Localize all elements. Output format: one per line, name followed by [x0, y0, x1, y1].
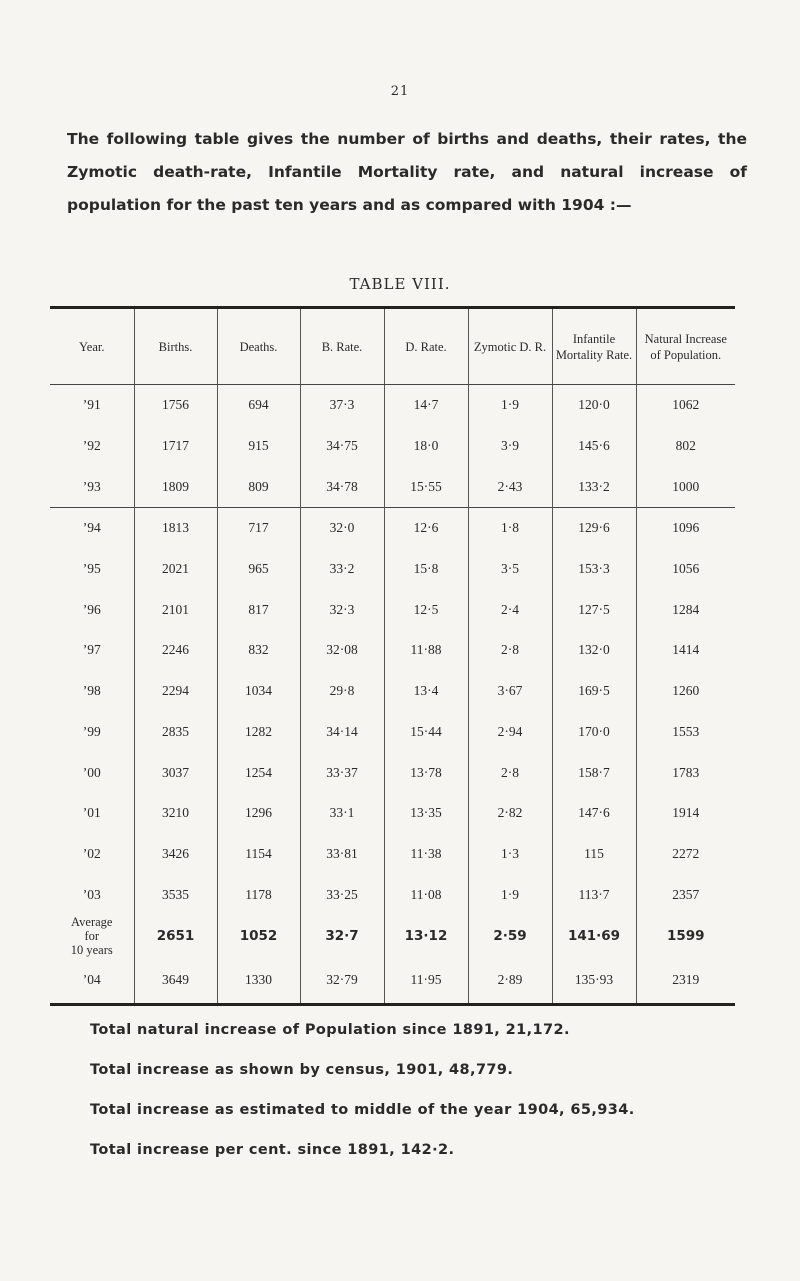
- cell-year: ’00: [82, 764, 101, 780]
- cell-infantile-rate: 135·93: [552, 957, 636, 1005]
- cell-births: 2294: [134, 671, 217, 712]
- cell-birth-rate: 33·81: [300, 834, 384, 875]
- year-1904-row: [50, 957, 735, 1005]
- summary-block: [90, 1010, 770, 1170]
- cell-death-rate: 13·35: [384, 793, 468, 834]
- cell-death-rate: 12·6: [384, 508, 468, 549]
- average-death-rate: 13·12: [384, 915, 468, 957]
- cell-birth-rate: 32·08: [300, 630, 384, 671]
- cell-deaths: 809: [217, 466, 300, 507]
- cell-natural-increase: 1000: [636, 466, 735, 507]
- table-row: [50, 874, 735, 915]
- cell-zymotic-rate: 2·43: [468, 466, 552, 507]
- cell-birth-rate: 37·3: [300, 385, 384, 426]
- cell-infantile-rate: 170·0: [552, 712, 636, 753]
- cell-births: 3649: [134, 957, 217, 1005]
- cell-natural-increase: 1284: [636, 589, 735, 630]
- cell-natural-increase: 1096: [636, 508, 735, 549]
- cell-natural-increase: 1056: [636, 549, 735, 590]
- cell-birth-rate: 34·75: [300, 426, 384, 467]
- cell-year: ’04: [82, 971, 101, 987]
- cell-deaths: 694: [217, 385, 300, 426]
- cell-death-rate: 18·0: [384, 426, 468, 467]
- cell-zymotic-rate: 3·9: [468, 426, 552, 467]
- cell-death-rate: 15·8: [384, 549, 468, 590]
- cell-natural-increase: 2272: [636, 834, 735, 875]
- cell-death-rate: 11·88: [384, 630, 468, 671]
- cell-infantile-rate: 153·3: [552, 549, 636, 590]
- cell-death-rate: 11·95: [384, 957, 468, 1005]
- cell-births: 1756: [134, 385, 217, 426]
- table-row: [50, 508, 735, 549]
- cell-zymotic-rate: 2·94: [468, 712, 552, 753]
- cell-zymotic-rate: 1·3: [468, 834, 552, 875]
- summary-line: Total natural increase of Population since 1891, 21,172.: [90, 1022, 570, 1038]
- average-label-line: Average: [71, 914, 113, 929]
- summary-line: Total increase as shown by census, 1901, 48,779.: [90, 1062, 514, 1078]
- cell-births: 1813: [134, 508, 217, 549]
- cell-birth-rate: 32·0: [300, 508, 384, 549]
- table-row: [50, 834, 735, 875]
- cell-births: 3426: [134, 834, 217, 875]
- cell-deaths: 915: [217, 426, 300, 467]
- cell-births: 1809: [134, 466, 217, 507]
- cell-death-rate: 13·78: [384, 752, 468, 793]
- cell-infantile-rate: 133·2: [552, 466, 636, 507]
- page-number: 21: [390, 84, 410, 99]
- header-year: Year.: [50, 308, 134, 385]
- cell-deaths: 1154: [217, 834, 300, 875]
- summary-line: Total increase per cent. since 1891, 142·2.: [90, 1142, 455, 1158]
- average-label-line: 10 years: [70, 942, 113, 957]
- header-infantile-mortality: Infantile Mortality Rate.: [552, 308, 636, 385]
- cell-year: ’91: [82, 397, 101, 413]
- cell-deaths: 1034: [217, 671, 300, 712]
- cell-infantile-rate: 145·6: [552, 426, 636, 467]
- header-death-rate: D. Rate.: [384, 308, 468, 385]
- cell-births: 2246: [134, 630, 217, 671]
- cell-death-rate: 13·4: [384, 671, 468, 712]
- cell-birth-rate: 34·78: [300, 466, 384, 507]
- cell-birth-rate: 34·14: [300, 712, 384, 753]
- cell-infantile-rate: 115: [552, 834, 636, 875]
- cell-death-rate: 11·08: [384, 874, 468, 915]
- cell-birth-rate: 33·2: [300, 549, 384, 590]
- average-births: 2651: [134, 915, 217, 957]
- cell-births: 3535: [134, 874, 217, 915]
- cell-zymotic-rate: 2·89: [468, 957, 552, 1005]
- cell-death-rate: 15·44: [384, 712, 468, 753]
- table-row: [50, 752, 735, 793]
- header-natural-increase: Natural Increase of Population.: [636, 308, 735, 385]
- cell-death-rate: 11·38: [384, 834, 468, 875]
- cell-natural-increase: 1553: [636, 712, 735, 753]
- cell-year: ’99: [82, 723, 101, 739]
- cell-natural-increase: 802: [636, 426, 735, 467]
- cell-zymotic-rate: 1·9: [468, 874, 552, 915]
- cell-zymotic-rate: 2·8: [468, 752, 552, 793]
- average-birth-rate: 32·7: [300, 915, 384, 957]
- cell-deaths: 1296: [217, 793, 300, 834]
- cell-natural-increase: 1414: [636, 630, 735, 671]
- cell-zymotic-rate: 2·82: [468, 793, 552, 834]
- header-birth-rate: B. Rate.: [300, 308, 384, 385]
- average-label: [50, 915, 134, 957]
- cell-natural-increase: 1914: [636, 793, 735, 834]
- cell-natural-increase: 1260: [636, 671, 735, 712]
- average-row: [50, 915, 735, 957]
- cell-infantile-rate: 169·5: [552, 671, 636, 712]
- cell-death-rate: 12·5: [384, 589, 468, 630]
- intro-paragraph: The following table gives the number of births and deaths, their rates, the Zymotic death-rate, Infantile Mortality rate, and natural increase of population for the past ten years and as compared with 1904 :—: [67, 130, 747, 214]
- cell-death-rate: 15·55: [384, 466, 468, 507]
- header-zymotic-death-rate: Zymotic D. R.: [468, 308, 552, 385]
- cell-zymotic-rate: 3·67: [468, 671, 552, 712]
- cell-infantile-rate: 113·7: [552, 874, 636, 915]
- cell-births: 3210: [134, 793, 217, 834]
- cell-zymotic-rate: 3·5: [468, 549, 552, 590]
- cell-year: ’97: [82, 642, 101, 658]
- cell-birth-rate: 32·79: [300, 957, 384, 1005]
- cell-year: ’01: [82, 805, 101, 821]
- table-row: [50, 793, 735, 834]
- cell-natural-increase: 1783: [636, 752, 735, 793]
- table-row: [50, 712, 735, 753]
- cell-birth-rate: 33·1: [300, 793, 384, 834]
- table-row: [50, 630, 735, 671]
- cell-deaths: 832: [217, 630, 300, 671]
- average-infantile-rate: 141·69: [552, 915, 636, 957]
- table-row: [50, 671, 735, 712]
- cell-year: ’98: [82, 683, 101, 699]
- cell-year: ’94: [50, 508, 134, 549]
- cell-infantile-rate: 127·5: [552, 589, 636, 630]
- vital-statistics-table: [50, 306, 735, 1006]
- average-label-line: for: [84, 928, 100, 943]
- table-row: [50, 466, 735, 507]
- cell-infantile-rate: 147·6: [552, 793, 636, 834]
- cell-deaths: 965: [217, 549, 300, 590]
- average-natural-increase: 1599: [636, 915, 735, 957]
- cell-infantile-rate: 120·0: [552, 385, 636, 426]
- cell-births: 2835: [134, 712, 217, 753]
- table-row: [50, 549, 735, 590]
- average-zymotic-rate: 2·59: [468, 915, 552, 957]
- cell-infantile-rate: 132·0: [552, 630, 636, 671]
- cell-death-rate: 14·7: [384, 385, 468, 426]
- cell-deaths: 817: [217, 589, 300, 630]
- cell-deaths: 717: [217, 508, 300, 549]
- cell-birth-rate: 32·3: [300, 589, 384, 630]
- cell-infantile-rate: 158·7: [552, 752, 636, 793]
- cell-year: ’92: [82, 438, 101, 454]
- cell-deaths: 1178: [217, 874, 300, 915]
- cell-deaths: 1282: [217, 712, 300, 753]
- cell-births: 1717: [134, 426, 217, 467]
- table-row: [50, 385, 735, 426]
- cell-zymotic-rate: 2·4: [468, 589, 552, 630]
- cell-birth-rate: 33·37: [300, 752, 384, 793]
- cell-birth-rate: 29·8: [300, 671, 384, 712]
- average-deaths: 1052: [217, 915, 300, 957]
- cell-zymotic-rate: 1·9: [468, 385, 552, 426]
- cell-natural-increase: 2357: [636, 874, 735, 915]
- table-header-row: [50, 308, 735, 385]
- summary-line: Total increase as estimated to middle of the year 1904, 65,934.: [90, 1102, 635, 1118]
- header-births: Births.: [134, 308, 217, 385]
- cell-year: ’96: [82, 601, 101, 617]
- cell-infantile-rate: 129·6: [552, 508, 636, 549]
- cell-zymotic-rate: 2·8: [468, 630, 552, 671]
- table-body: [50, 385, 735, 1005]
- cell-births: 2021: [134, 549, 217, 590]
- table-row: [50, 426, 735, 467]
- cell-year: ’95: [82, 561, 101, 577]
- cell-deaths: 1330: [217, 957, 300, 1005]
- cell-natural-increase: 2319: [636, 957, 735, 1005]
- header-deaths: Deaths.: [217, 308, 300, 385]
- table-title: TABLE VIII.: [349, 275, 451, 293]
- cell-year: ’02: [82, 845, 101, 861]
- cell-natural-increase: 1062: [636, 385, 735, 426]
- cell-birth-rate: 33·25: [300, 874, 384, 915]
- cell-year: ’03: [82, 886, 101, 902]
- cell-zymotic-rate: 1·8: [468, 508, 552, 549]
- cell-deaths: 1254: [217, 752, 300, 793]
- cell-births: 3037: [134, 752, 217, 793]
- table-row: [50, 589, 735, 630]
- cell-births: 2101: [134, 589, 217, 630]
- cell-year: ’93: [82, 478, 101, 494]
